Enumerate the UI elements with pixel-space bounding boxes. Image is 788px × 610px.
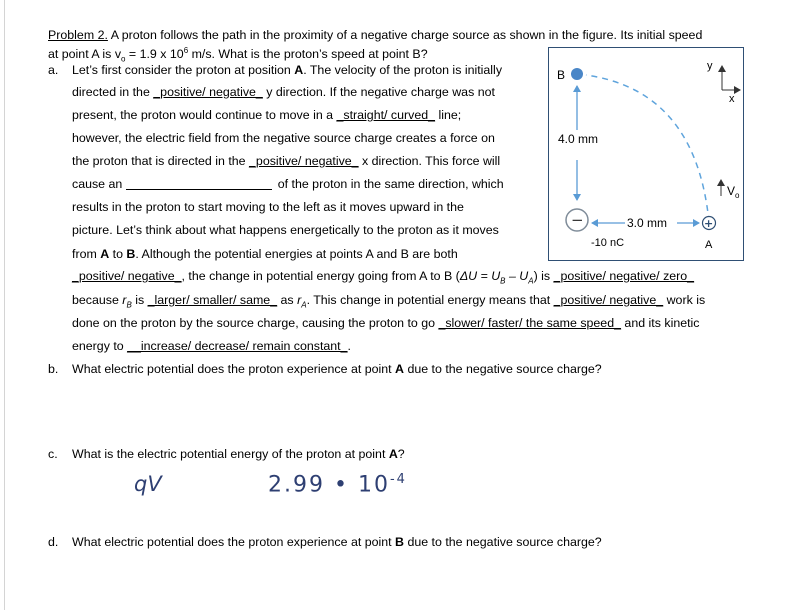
- y-axis-label: y: [707, 60, 713, 72]
- choice-positive-negative-zero[interactable]: _positive/ negative/ zero_: [553, 269, 695, 283]
- choice-positive-negative-energies[interactable]: _positive/ negative_: [72, 269, 182, 283]
- velocity-label: $V_o$: [727, 184, 740, 200]
- part-b-question: What electric potential does the proton experience at point A due to the negative source charge?: [72, 362, 602, 376]
- choice-positive-negative-y[interactable]: _positive/ negative_: [153, 85, 263, 99]
- choice-larger-smaller-same[interactable]: _larger/ smaller/ same_: [147, 293, 278, 307]
- part-d-marker: d.: [48, 535, 59, 549]
- part-a-marker: a.: [48, 63, 59, 77]
- point-b-label: B: [557, 68, 566, 82]
- choice-positive-negative-work[interactable]: _positive/ negative_: [553, 293, 664, 307]
- plus-sign: +: [704, 217, 714, 230]
- problem-number: Problem 2.: [48, 28, 108, 42]
- part-a-line-3: present, the proton would continue to move in a _straight/ curved_ line;: [72, 108, 462, 122]
- part-a-line-10: _positive/ negative_, the change in potential energy going from A to B $(\Delta U = U_B - U_A)$ is _positive/ negative/ zero_: [72, 269, 695, 286]
- part-a-line-11: because $r_B$ is _larger/ smaller/ same_ as $r_A$. This change in potential energy means that _positive/ negative_ work is: [72, 293, 706, 310]
- choice-straight-curved[interactable]: _straight/ curved_: [336, 108, 435, 122]
- problem-text-1: A proton follows the path in the proximity of a negative charge source as shown in the figure. Its initial speed: [110, 28, 703, 42]
- problem-statement-line-2: at point A is $v_o = 1.9$ x $10^6$ m/s. What is the proton’s speed at point B?: [48, 46, 428, 64]
- part-a-line-2: directed in the _positive/ negative_ y direction. If the negative charge was not: [72, 85, 495, 99]
- blank-acceleration[interactable]: [126, 177, 272, 190]
- choice-slower-faster-same[interactable]: _slower/ faster/ the same speed_: [438, 316, 621, 330]
- source-charge-label: -10 nC: [591, 237, 625, 249]
- point-b-dot: [571, 68, 583, 80]
- part-d-question: What electric potential does the proton experience at point B due to the negative source charge?: [72, 535, 602, 549]
- choice-positive-negative-x[interactable]: _positive/ negative_: [249, 154, 359, 168]
- problem-statement-line-1: [48, 27, 702, 43]
- x-axis-label: x: [729, 93, 735, 105]
- part-a-line-5: the proton that is directed in the _positive/ negative_ x direction. This force will: [72, 154, 501, 168]
- part-a-line-8: picture. Let’s think about what happens energetically to the proton as it moves: [72, 223, 499, 237]
- handwritten-formula: qV: [134, 472, 162, 496]
- figure-diagram: [549, 48, 743, 260]
- horizontal-distance-label: 3.0 mm: [627, 216, 668, 230]
- part-a-line-12: done on the proton by the source charge, causing the proton to go _slower/ faster/ the same speed_ and its kinetic: [72, 316, 700, 330]
- minus-sign: −: [571, 211, 584, 229]
- part-a-line-9: from A to B. Although the potential energies at points A and B are both: [72, 247, 458, 261]
- part-b-marker: b.: [48, 362, 59, 376]
- part-a-line-7: results in the proton to start moving to the left as it moves upward in the: [72, 200, 464, 214]
- part-a-line-6: cause an of the proton in the same direction, which: [72, 177, 504, 191]
- handwritten-answer: 2.99 • $10^{-4}$: [268, 472, 407, 498]
- proton-path: [586, 75, 709, 222]
- part-c-question: What is the electric potential energy of the proton at point A?: [72, 447, 405, 461]
- part-a-line-13: energy to __increase/ decrease/ remain constant_.: [72, 339, 351, 353]
- part-c-marker: c.: [48, 447, 58, 461]
- choice-increase-decrease-constant[interactable]: __increase/ decrease/ remain constant_: [127, 339, 348, 353]
- point-a-label: A: [705, 239, 713, 251]
- part-a-line-4: however, the electric field from the negative source charge creates a force on: [72, 131, 495, 145]
- part-a-line-1: Let’s first consider the proton at position A. The velocity of the proton is initially: [72, 63, 503, 77]
- figure-panel: [548, 47, 744, 261]
- page-left-border: [4, 0, 5, 610]
- vertical-distance-label: 4.0 mm: [558, 132, 599, 146]
